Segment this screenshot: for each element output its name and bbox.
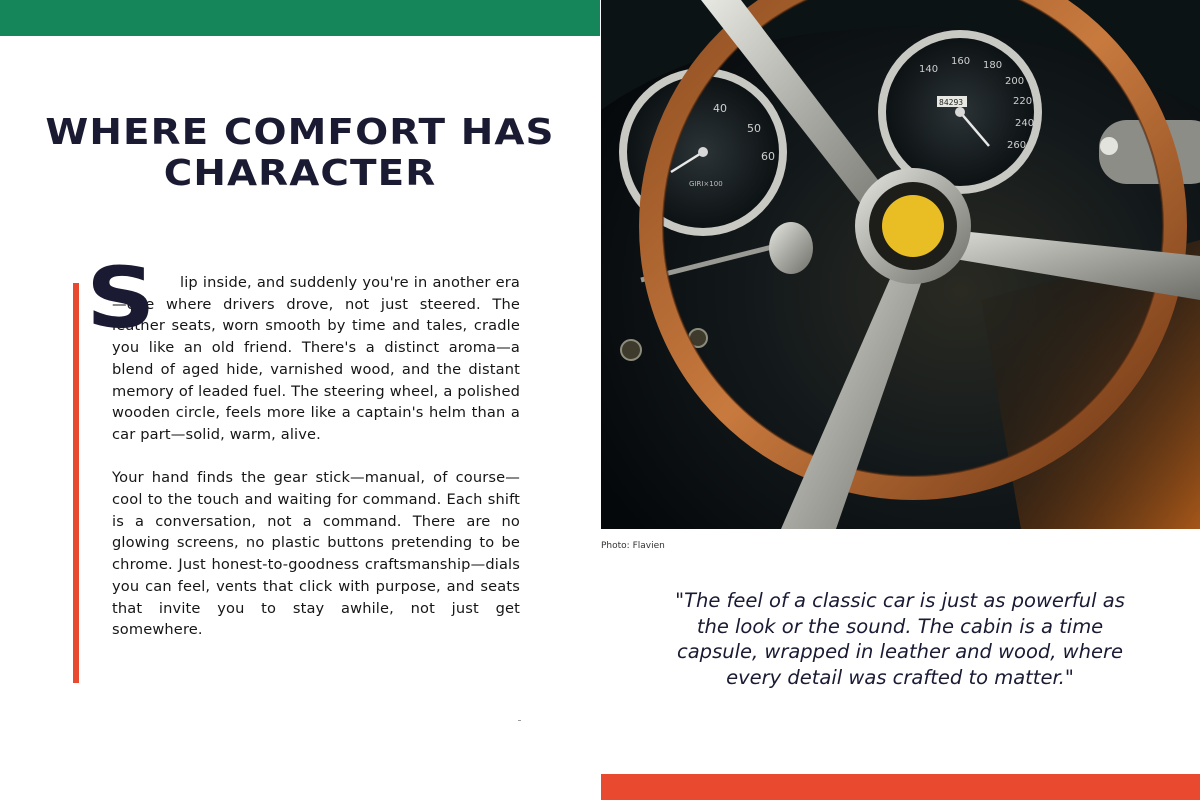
- headline: WHERE COMFORT HAS CHARACTER: [45, 112, 555, 194]
- article-paragraph: Your hand finds the gear stick—manual, of course—cool to the touch and waiting for command. Each shift is a conversation, not a command. There are no glowing screens, no plastic buttons pretending to be chrome. Just honest-to-goodness craftsmanship—dials you can feel, vents that click with purpose, and seats that invite you to stay awhile, not just get somewhere.: [112, 469, 520, 639]
- speedo-num: 140: [919, 64, 939, 75]
- photo-illustration: [601, 0, 1200, 529]
- horn-button: [882, 195, 944, 257]
- speedo-num: 220: [1013, 96, 1033, 107]
- speedo-hub: [955, 107, 965, 117]
- paragraph-1-text: lip inside, and suddenly you're in another era—one where drivers drove, not just steered. The leather seats, worn smooth by time and tales, cradle you like an old friend. There's a distinct aroma—a blend of aged hide, varnished wood, and the distant memory of leaded fuel. The steering wheel, a polished wooden circle, feels more like a captain's helm than a car part—solid, warm, alive.: [112, 274, 520, 443]
- article-body: [86, 249, 520, 663]
- pull-quote: "The feel of a classic car is just as powerful as the look or the sound. The cabin is a time capsule, wrapped in leather and wood, where every detail was crafted to matter.": [675, 589, 1125, 689]
- switch-knob: [1100, 137, 1118, 155]
- speedo-num: 260: [1007, 140, 1027, 151]
- steering-wheel-photo: [601, 0, 1200, 529]
- tach-num: 60: [761, 150, 775, 163]
- stalk-hub: [769, 222, 813, 274]
- page-mark: [518, 720, 521, 721]
- dash-knob: [621, 340, 641, 360]
- speedo-num: 160: [951, 56, 971, 67]
- tach-hub: [698, 147, 708, 157]
- bottom-red-bar: [601, 774, 1200, 800]
- drop-cap: S: [86, 249, 156, 347]
- speedo-num: 180: [983, 60, 1003, 71]
- photo-credit: Photo: Flavien: [601, 541, 665, 551]
- accent-rule: [73, 283, 79, 683]
- tach-num: 40: [713, 102, 727, 115]
- tach-label: GIRI×100: [689, 180, 723, 188]
- tach-num: 50: [747, 122, 761, 135]
- odometer-reading: 84293: [939, 98, 964, 107]
- speedo-num: 200: [1005, 76, 1025, 87]
- top-green-bar: [0, 0, 600, 36]
- speedo-num: 240: [1015, 118, 1035, 129]
